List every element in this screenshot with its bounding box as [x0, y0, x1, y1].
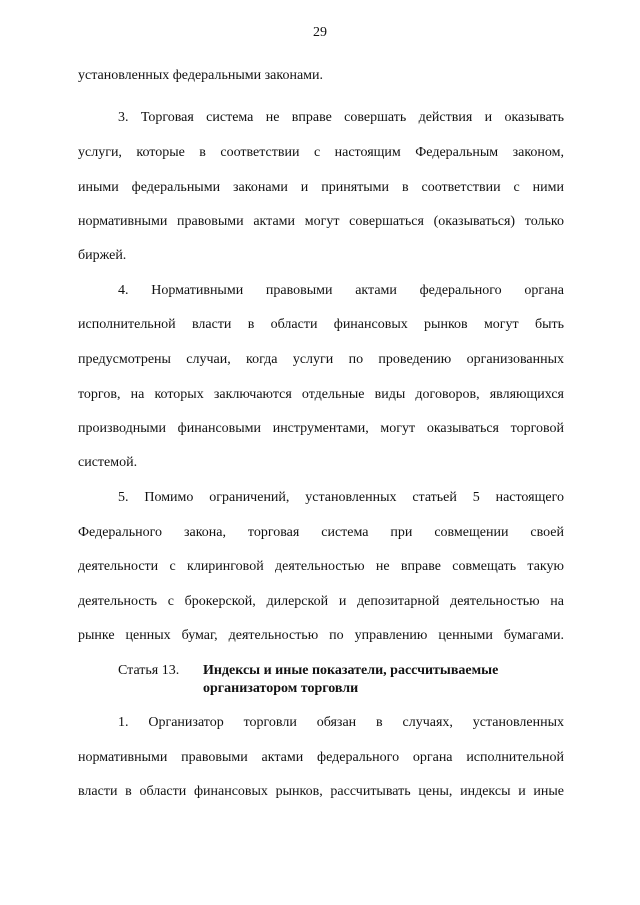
- paragraph-line: нормативными правовыми актами могут совершаться (оказываться) только: [78, 214, 564, 229]
- paragraph-line: 5. Помимо ограничений, установленных статьей 5 настоящего: [118, 490, 564, 505]
- paragraph-line: 4. Нормативными правовыми актами федерального органа: [118, 283, 564, 298]
- paragraph-line: производными финансовыми инструментами, могут оказываться торговой: [78, 421, 564, 436]
- paragraph-line: рынке ценных бумаг, деятельностью по управлению ценными бумагами.: [78, 628, 564, 643]
- paragraph-line: 3. Торговая система не вправе совершать действия и оказывать: [118, 110, 564, 125]
- page-number: 29: [313, 25, 327, 40]
- paragraph-line: Федерального закона, торговая система при совмещении своей: [78, 525, 564, 540]
- paragraph-line: услуги, которые в соответствии с настоящим Федеральным законом,: [78, 145, 564, 160]
- paragraph-line: деятельности с клиринговой деятельностью не вправе совмещать такую: [78, 559, 564, 574]
- paragraph-line: предусмотрены случаи, когда услуги по проведению организованных: [78, 352, 564, 367]
- paragraph-line: биржей.: [78, 248, 127, 263]
- paragraph-line: установленных федеральными законами.: [78, 68, 324, 83]
- article-title: [203, 662, 543, 698]
- paragraph-line: системой.: [78, 455, 138, 470]
- paragraph-line: исполнительной власти в области финансовых рынков могут быть: [78, 317, 564, 332]
- paragraph-line: иными федеральными законами и принятыми в соответствии с ними: [78, 180, 564, 195]
- paragraph-line: власти в области финансовых рынков, рассчитывать цены, индексы и иные: [78, 784, 564, 799]
- paragraph-line: нормативными правовыми актами федерального органа исполнительной: [78, 750, 564, 765]
- paragraph-line: 1. Организатор торговли обязан в случаях, установленных: [118, 715, 564, 730]
- article-title-line: организатором торговли: [203, 681, 359, 696]
- paragraph-line: торгов, на которых заключаются отдельные виды договоров, являющихся: [78, 387, 564, 402]
- article-title-line: Индексы и иные показатели, рассчитываемые: [203, 663, 499, 678]
- paragraph-line: деятельность с брокерской, дилерской и депозитарной деятельностью на: [78, 594, 564, 609]
- article-number: Статья 13.: [118, 663, 180, 678]
